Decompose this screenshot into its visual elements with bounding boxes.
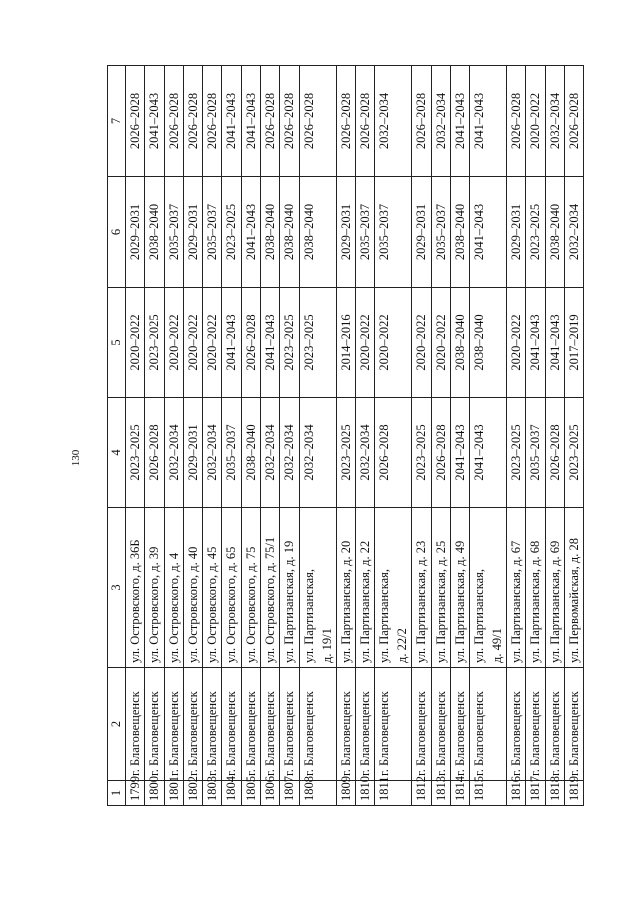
table-row	[375, 66, 412, 806]
address-line-2: д. 19/1	[319, 628, 334, 663]
period-cell-col7: 2041–2043	[222, 66, 241, 177]
period-cell-col5: 2020–2022	[507, 288, 526, 398]
period-cell-col4: 2026–2028	[145, 398, 164, 508]
column-header: 7	[108, 66, 126, 177]
city-cell: г. Благовещенск	[336, 668, 355, 781]
row-number-cell: 1799	[126, 781, 145, 806]
period-cell-col4: 2038–2040	[241, 398, 260, 508]
table-row	[355, 66, 374, 806]
period-cell-col6: 2038–2040	[450, 177, 469, 288]
period-cell-col5: 2038–2040	[470, 288, 507, 398]
period-cell-col5: 2041–2043	[261, 288, 280, 398]
period-cell-col4: 2023–2025	[565, 398, 584, 508]
period-cell-col6: 2038–2040	[299, 177, 336, 288]
period-cell-col4: 2026–2028	[545, 398, 564, 508]
table-row	[507, 66, 526, 806]
address-line-1: ул. Островского, д. 36Б	[128, 539, 142, 663]
period-cell-col4: 2032–2034	[261, 398, 280, 508]
period-cell-col6: 2029–2031	[507, 177, 526, 288]
city-cell: г. Благовещенск	[412, 668, 431, 781]
row-number-cell: 1812	[412, 781, 431, 806]
period-cell-col5: 2038–2040	[450, 288, 469, 398]
city-cell: г. Благовещенск	[222, 668, 241, 781]
address-line-1: ул. Партизанская, д. 49	[452, 540, 467, 663]
period-cell-col5: 2017–2019	[565, 288, 584, 398]
address-line-1: ул. Островского, д. 39	[147, 546, 162, 663]
period-cell-col7: 2041–2043	[145, 66, 164, 177]
period-cell-col6: 2041–2043	[470, 177, 507, 288]
period-cell-col7: 2026–2028	[412, 66, 431, 177]
address-cell	[545, 508, 564, 668]
period-cell-col4: 2035–2037	[222, 398, 241, 508]
period-cell-col7: 2026–2028	[126, 66, 145, 177]
period-cell-col4: 2023–2025	[507, 398, 526, 508]
table-row	[145, 66, 164, 806]
address-cell	[450, 508, 469, 668]
address-line-1: ул. Островского, д. 65	[224, 546, 239, 663]
city-cell: г. Благовещенск	[203, 668, 222, 781]
period-cell-col7: 2026–2028	[203, 66, 222, 177]
period-cell-col5: 2020–2022	[412, 288, 431, 398]
address-line-1: ул. Партизанская, д. 22	[357, 540, 372, 663]
address-line-1: ул. Островского, д. 45	[205, 546, 220, 663]
period-cell-col4: 2032–2034	[164, 398, 183, 508]
period-cell-col6: 2035–2037	[431, 177, 450, 288]
period-cell-col4: 2023–2025	[126, 398, 145, 508]
table-row	[336, 66, 355, 806]
address-line-1: ул. Партизанская,	[301, 568, 316, 663]
address-cell	[526, 508, 545, 668]
address-cell	[565, 508, 584, 668]
table-row	[126, 66, 145, 806]
table-row	[183, 66, 202, 806]
table-row	[280, 66, 299, 806]
city-cell: г. Благовещенск	[526, 668, 545, 781]
period-cell-col6: 2038–2040	[145, 177, 164, 288]
period-cell-col5: 2023–2025	[280, 288, 299, 398]
period-cell-col7: 2041–2043	[450, 66, 469, 177]
row-number-cell: 1806	[261, 781, 280, 806]
address-cell	[164, 508, 183, 668]
period-cell-col5: 2023–2025	[145, 288, 164, 398]
period-cell-col5: 2020–2022	[203, 288, 222, 398]
row-number-cell: 1814	[450, 781, 469, 806]
city-cell: г. Благовещенск	[431, 668, 450, 781]
period-cell-col6: 2035–2037	[164, 177, 183, 288]
address-cell	[280, 508, 299, 668]
period-cell-col7: 2041–2043	[241, 66, 260, 177]
period-cell-col5: 2020–2022	[355, 288, 374, 398]
address-line-2: д. 49/1	[490, 628, 505, 663]
row-number-cell: 1803	[203, 781, 222, 806]
address-cell	[222, 508, 241, 668]
period-cell-col7: 2026–2028	[183, 66, 202, 177]
row-number-cell: 1815	[470, 781, 507, 806]
address-line-1: ул. Партизанская, д. 68	[528, 540, 543, 663]
row-number-cell: 1817	[526, 781, 545, 806]
period-cell-col6: 2023–2025	[526, 177, 545, 288]
table-row	[565, 66, 584, 806]
period-cell-col6: 2038–2040	[261, 177, 280, 288]
period-cell-col6: 2038–2040	[545, 177, 564, 288]
period-cell-col6: 2029–2031	[183, 177, 202, 288]
city-cell: г. Благовещенск	[545, 668, 564, 781]
address-line-1: ул. Партизанская, д. 23	[414, 540, 429, 663]
period-cell-col6: 2041–2043	[241, 177, 260, 288]
column-header: 1	[108, 781, 126, 806]
period-cell-col5: 2020–2022	[126, 288, 145, 398]
row-number-cell: 1800	[145, 781, 164, 806]
period-cell-col4: 2032–2034	[203, 398, 222, 508]
city-cell: г. Благовещенск	[280, 668, 299, 781]
address-line-1: ул. Партизанская,	[472, 568, 487, 663]
period-cell-col4: 2032–2034	[299, 398, 336, 508]
period-cell-col6: 2029–2031	[126, 177, 145, 288]
city-cell: г. Благовещенск	[355, 668, 374, 781]
period-cell-col7: 2026–2028	[336, 66, 355, 177]
city-cell: г. Благовещенск	[450, 668, 469, 781]
address-line-1: ул. Партизанская, д. 20	[338, 540, 353, 663]
address-cell	[183, 508, 202, 668]
row-number-cell: 1813	[431, 781, 450, 806]
address-line-1: ул. Островского, д. 75/1	[263, 536, 278, 663]
period-cell-col6: 2035–2037	[375, 177, 412, 288]
row-number-cell: 1816	[507, 781, 526, 806]
row-number-cell: 1809	[336, 781, 355, 806]
address-line-1: ул. Островского, д. 4	[166, 552, 181, 663]
period-cell-col5: 2026–2028	[241, 288, 260, 398]
period-cell-col4: 2026–2028	[431, 398, 450, 508]
address-cell	[299, 508, 336, 668]
period-cell-col4: 2029–2031	[183, 398, 202, 508]
city-cell: г. Благовещенск	[565, 668, 584, 781]
city-cell: г. Благовещенск	[126, 668, 145, 781]
table-row	[164, 66, 183, 806]
period-cell-col7: 2026–2028	[299, 66, 336, 177]
address-cell	[241, 508, 260, 668]
period-cell-col5: 2020–2022	[431, 288, 450, 398]
table-row	[545, 66, 564, 806]
row-number-cell: 1805	[241, 781, 260, 806]
period-cell-col5: 2041–2043	[545, 288, 564, 398]
period-cell-col4: 2023–2025	[412, 398, 431, 508]
period-cell-col4: 2023–2025	[336, 398, 355, 508]
period-cell-col4: 2035–2037	[526, 398, 545, 508]
table-body	[108, 66, 584, 806]
period-cell-col7: 2026–2028	[565, 66, 584, 177]
row-number-cell: 1801	[164, 781, 183, 806]
column-header: 3	[108, 508, 126, 668]
address-line-1: ул. Партизанская, д. 19	[282, 540, 297, 663]
address-cell	[126, 508, 145, 668]
address-cell	[412, 508, 431, 668]
period-cell-col6: 2029–2031	[336, 177, 355, 288]
column-header: 5	[108, 288, 126, 398]
period-cell-col7: 2026–2028	[164, 66, 183, 177]
city-cell: г. Благовещенск	[145, 668, 164, 781]
table-header-row	[108, 66, 126, 806]
table-row	[261, 66, 280, 806]
table-row	[526, 66, 545, 806]
period-cell-col7: 2026–2028	[507, 66, 526, 177]
table-row	[241, 66, 260, 806]
city-cell: г. Благовещенск	[507, 668, 526, 781]
column-header: 2	[108, 668, 126, 781]
address-line-1: ул. Партизанская,	[377, 568, 392, 663]
period-cell-col6: 2038–2040	[280, 177, 299, 288]
period-cell-col7: 2026–2028	[355, 66, 374, 177]
period-cell-col6: 2035–2037	[203, 177, 222, 288]
address-cell	[507, 508, 526, 668]
period-cell-col5: 2020–2022	[164, 288, 183, 398]
address-line-1: ул. Партизанская, д. 69	[547, 540, 562, 663]
period-cell-col5: 2041–2043	[526, 288, 545, 398]
address-cell	[470, 508, 507, 668]
city-cell: г. Благовещенск	[299, 668, 336, 781]
row-number-cell: 1811	[375, 781, 412, 806]
period-cell-col5: 2023–2025	[299, 288, 336, 398]
address-cell	[261, 508, 280, 668]
address-line-2: д. 22/2	[395, 628, 410, 663]
address-cell	[431, 508, 450, 668]
table-row	[431, 66, 450, 806]
row-number-cell: 1810	[355, 781, 374, 806]
period-cell-col7: 2026–2028	[280, 66, 299, 177]
period-cell-col7: 2032–2034	[545, 66, 564, 177]
address-cell	[336, 508, 355, 668]
address-cell	[145, 508, 164, 668]
row-number-cell: 1818	[545, 781, 564, 806]
table-row	[222, 66, 241, 806]
period-cell-col5: 2020–2022	[183, 288, 202, 398]
table-row	[203, 66, 222, 806]
period-cell-col7: 2020–2022	[526, 66, 545, 177]
address-cell	[203, 508, 222, 668]
address-line-1: ул. Первомайская, д. 28	[567, 538, 582, 663]
row-number-cell: 1808	[299, 781, 336, 806]
row-number-cell: 1819	[565, 781, 584, 806]
city-cell: г. Благовещенск	[241, 668, 260, 781]
period-cell-col7: 2032–2034	[375, 66, 412, 177]
period-cell-col7: 2026–2028	[261, 66, 280, 177]
period-cell-col4: 2041–2043	[470, 398, 507, 508]
address-line-1: ул. Островского, д. 75	[243, 546, 258, 663]
table-row	[412, 66, 431, 806]
column-header: 4	[108, 398, 126, 508]
period-cell-col4: 2032–2034	[280, 398, 299, 508]
period-cell-col4: 2041–2043	[450, 398, 469, 508]
address-line-1: ул. Партизанская, д. 67	[509, 540, 524, 663]
period-cell-col6: 2029–2031	[412, 177, 431, 288]
row-number-cell: 1802	[183, 781, 202, 806]
period-cell-col6: 2035–2037	[355, 177, 374, 288]
data-table	[107, 65, 584, 806]
column-header: 6	[108, 177, 126, 288]
table-row	[299, 66, 336, 806]
row-number-cell: 1807	[280, 781, 299, 806]
period-cell-col5: 2020–2022	[375, 288, 412, 398]
period-cell-col7: 2032–2034	[431, 66, 450, 177]
address-cell	[355, 508, 374, 668]
row-number-cell: 1804	[222, 781, 241, 806]
period-cell-col5: 2014–2016	[336, 288, 355, 398]
period-cell-col5: 2041–2043	[222, 288, 241, 398]
city-cell: г. Благовещенск	[183, 668, 202, 781]
city-cell: г. Благовещенск	[164, 668, 183, 781]
city-cell: г. Благовещенск	[261, 668, 280, 781]
page-number: 130	[70, 449, 82, 467]
period-cell-col7: 2041–2043	[470, 66, 507, 177]
city-cell: г. Благовещенск	[375, 668, 412, 781]
city-cell: г. Благовещенск	[470, 668, 507, 781]
address-cell	[375, 508, 412, 668]
period-cell-col6: 2032–2034	[565, 177, 584, 288]
period-cell-col4: 2026–2028	[375, 398, 412, 508]
table-row	[470, 66, 507, 806]
address-line-1: ул. Партизанская, д. 25	[433, 540, 448, 663]
period-cell-col4: 2032–2034	[355, 398, 374, 508]
rotated-table-wrapper	[107, 66, 594, 806]
address-line-1: ул. Островского, д. 40	[185, 546, 200, 663]
table-row	[450, 66, 469, 806]
period-cell-col6: 2023–2025	[222, 177, 241, 288]
